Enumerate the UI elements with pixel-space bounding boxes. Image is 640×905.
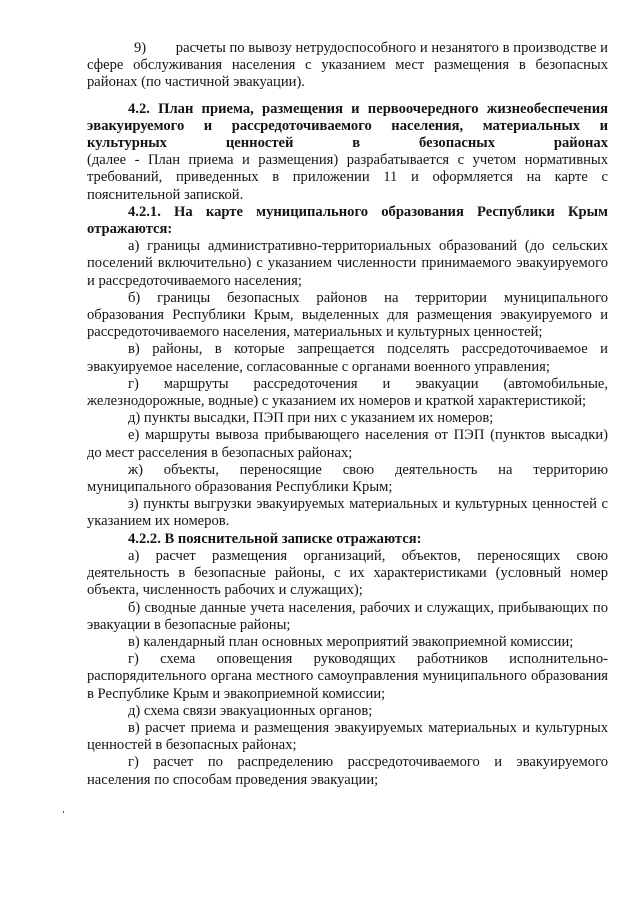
- scan-speck: [63, 811, 64, 813]
- list-item-z: з) пункты выгрузки эвакуируемых материальных и культурных ценностей с указанием их номеров.: [87, 496, 608, 530]
- section-4-2-1-heading: 4.2.1. На карте муниципального образования Республики Крым отражаются:: [87, 203, 608, 238]
- list-item-a: а) границы административно-территориальных образований (до сельских поселений включительно) с указанием численности принимаемого эвакуируемого и рассредоточиваемого населения;: [87, 238, 608, 289]
- section-4-2-heading: 4.2. План приема, размещения и первоочередного жизнеобеспечения эвакуируемого и рассредоточиваемого населения, материальных и культурных ценностей в безопасных районах: [87, 100, 608, 152]
- list-item-e: е) маршруты вывоза прибывающего населения от ПЭП (пунктов высадки) до мест расселения в безопасных районах;: [87, 427, 608, 461]
- note-item-b: б) сводные данные учета населения, рабочих и служащих, прибывающих по эвакуации в безопасные районы;: [87, 599, 608, 633]
- list-item-v: в) районы, в которые запрещается подселять рассредоточиваемое и эвакуируемое население, согласованные с органами военного управления;: [87, 341, 608, 375]
- paragraph-item-9: 9) расчеты по вывозу нетрудоспособного и незанятого в производстве и сфере обслуживания населения с указанием мест размещения в безопасных районах (по частичной эвакуации).: [87, 40, 608, 91]
- section-4-2-2-heading: 4.2.2. В пояснительной записке отражаются:: [128, 530, 422, 547]
- document-body: [87, 40, 608, 789]
- list-item-b: б) границы безопасных районов на территории муниципального образования Республики Крым, выделенных для размещения эвакуируемого и рассредоточиваемого населения, материальных и культурных ценностей;: [87, 289, 608, 341]
- list-item-d: д) пункты высадки, ПЭП при них с указанием их номеров;: [128, 410, 494, 427]
- note-item-g2: г) расчет по распределению рассредоточиваемого и эвакуируемого населения по способам проведения эвакуации;: [87, 754, 608, 788]
- note-item-a: а) расчет размещения организаций, объектов, переносящих свою деятельность в безопасные районы, с их характеристиками (условный номер объекта, численность рабочих и служащих);: [87, 547, 608, 599]
- note-item-v: в) календарный план основных мероприятий эвакоприемной комиссии;: [128, 633, 574, 650]
- list-item-g: г) маршруты рассредоточения и эвакуации (автомобильные, железнодорожные, водные) с указанием их номеров и краткой характеристикой;: [87, 375, 608, 410]
- note-item-g: г) схема оповещения руководящих работников исполнительно-распорядительного органа местного самоуправления муниципального образования в Республике Крым и эвакоприемной комиссии;: [87, 651, 608, 702]
- list-item-zh: ж) объекты, переносящие свою деятельность на территорию муниципального образования Республики Крым;: [87, 461, 608, 496]
- note-item-v2: в) расчет приема и размещения эвакуируемых материальных и культурных ценностей в безопасных районах;: [87, 719, 608, 754]
- note-item-d: д) схема связи эвакуационных органов;: [128, 702, 373, 719]
- section-4-2-text: (далее - План приема и размещения) разрабатывается с учетом нормативных требований, приведенных в приложении 11 и оформляется на карте с пояснительной запиской.: [87, 152, 608, 203]
